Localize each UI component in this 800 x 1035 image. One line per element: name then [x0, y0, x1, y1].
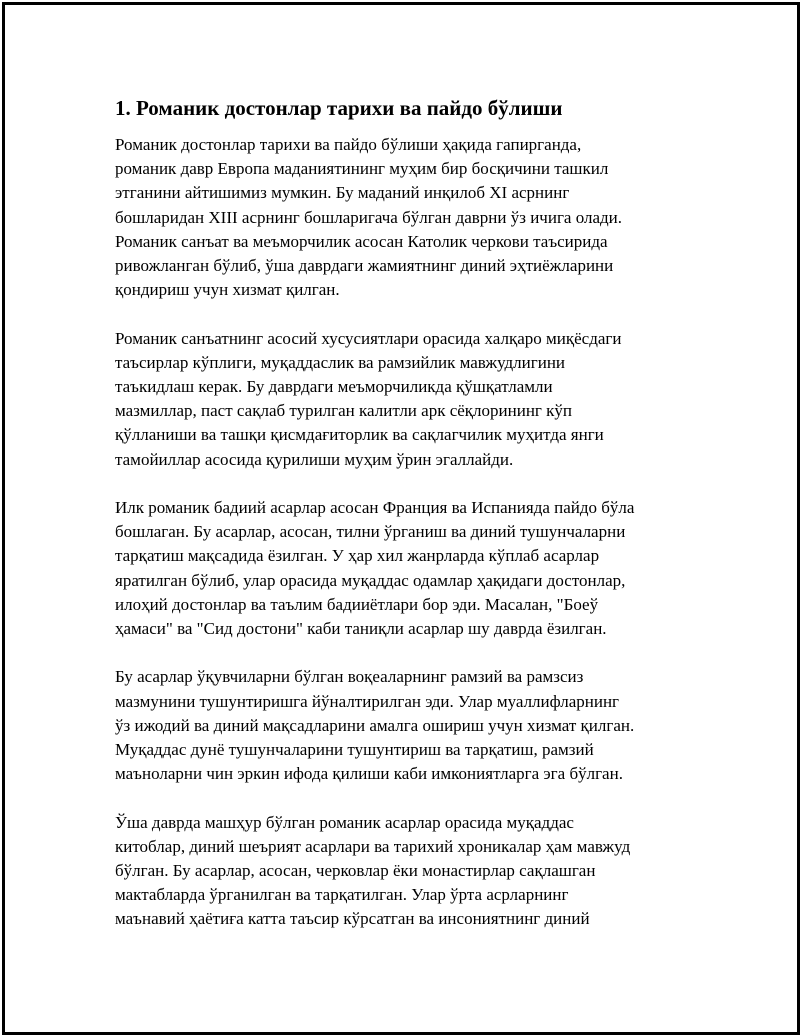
text-line: яратилган бўлиб, улар орасида муқаддас одамлар ҳақидаги достонлар,: [115, 570, 626, 590]
text-line: тарқатиш мақсадида ёзилган. У ҳар хил жанрларда кўплаб асарлар: [115, 546, 600, 566]
text-line: ривожланган бўлиб, ўша даврдаги жамиятнинг диний эҳтиёжларини: [115, 256, 614, 276]
text-line: мазмиллар, паст сақлаб турилган калитли арк сёқлорининг кўп: [115, 401, 573, 421]
paragraph-5: [115, 811, 715, 932]
text-line: мактабларда ўрганилган ва тарқатилган. Улар ўрта асрларнинг: [115, 885, 569, 905]
text-line: Ўша даврда машҳур бўлган романик асарлар орасида муқаддас: [115, 812, 574, 832]
text-line: таъкидлаш керак. Бу даврдаги меъморчиликда қўшқатламли: [115, 377, 553, 397]
text-line: Бу асарлар ўқувчиларни бўлган воқеаларнинг рамзий ва рамзсиз: [115, 667, 584, 687]
text-line: Романик достонлар тарихи ва пайдо бўлиши ҳақида гапирганда,: [115, 135, 582, 154]
text-line: ҳамаси" ва "Сид достони" каби таниқли асарлар шу даврда ёзилган.: [115, 619, 607, 639]
text-line: Романик санъатнинг асосий хусусиятлари орасида халқаро миқёсдаги: [115, 328, 622, 348]
paragraph-2: [115, 327, 715, 472]
document-body: [115, 95, 715, 956]
section-heading: 1. Романик достонлар тарихи ва пайдо бўлиши: [115, 96, 563, 120]
text-line: бошлаган. Бу асарлар, асосан, тилни ўрганиш ва диний тушунчаларни: [115, 522, 626, 542]
text-line: тамойиллар асосида қурилиши муҳим ўрин эгаллайди.: [115, 449, 514, 469]
text-line: китоблар, диний шеърият асарлари ва тарихий хроникалар ҳам мавжуд: [115, 836, 631, 856]
text-line: этганини айтишимиз мумкин. Бу маданий инқилоб XI асрнинг: [115, 183, 570, 203]
text-line: илоҳий достонлар ва таълим бадииётлари бор эди. Масалан, "Боеў: [115, 594, 599, 614]
text-line: Илк романик бадиий асарлар асосан Франция ва Испанияда пайдо бўла: [115, 498, 635, 518]
text-line: ўз ижодий ва диний мақсадларини амалга ошириш учун хизмат қилган.: [115, 715, 635, 735]
text-line: таъсирлар кўплиги, муқаддаслик ва рамзийлик мавжудлигини: [115, 352, 566, 372]
text-line: романик давр Европа маданиятининг муҳим бир босқичини ташкил: [115, 159, 609, 179]
paragraph-3: [115, 496, 715, 641]
text-line: бошларидан XIII асрнинг бошларигача бўлган даврни ўз ичига олади.: [115, 207, 623, 227]
text-line: Романик санъат ва меъморчилик асосан Католик черкови таъсирида: [115, 231, 608, 251]
paragraph-1: [115, 133, 715, 302]
text-line: қондириш учун хизмат қилган.: [115, 280, 340, 300]
text-line: маъноларни чин эркин ифода қилиши каби имкониятларга эга бўлган.: [115, 764, 623, 784]
text-line: қўлланиши ва ташқи қисмдағиторлик ва сақлагчилик муҳитда янги: [115, 425, 604, 445]
text-line: мазмунини тушунтиришга йўналтирилган эди. Улар муаллифларнинг: [115, 691, 620, 711]
text-line: бўлган. Бу асарлар, асосан, черковлар ёки монастирлар сақлашган: [115, 861, 596, 881]
text-line: Муқаддас дунё тушунчаларини тушунтириш ва тарқатиш, рамзий: [115, 740, 594, 760]
paragraph-4: [115, 665, 715, 786]
text-line: маънавий ҳаётиға катта таъсир кўрсатган ва инсониятнинг диний: [115, 909, 590, 929]
